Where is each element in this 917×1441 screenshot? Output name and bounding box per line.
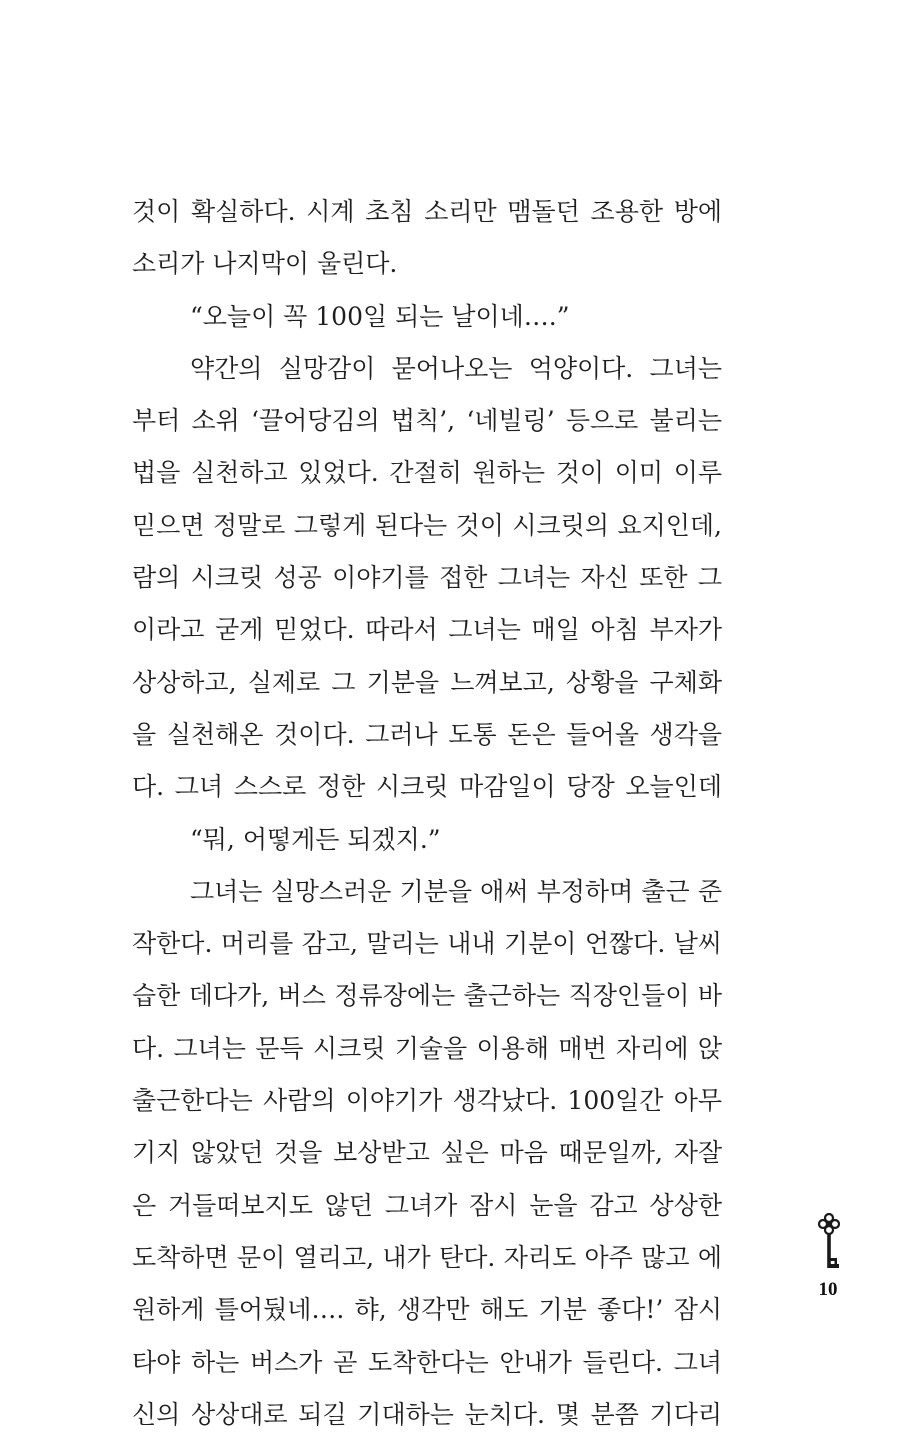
text-line: 을 실천해온 것이다. 그러나 도통 돈은 들어올 생각을 [132, 719, 722, 749]
dialogue-line: “뭐, 어떻게든 되겠지.” [190, 824, 441, 854]
paragraph-start-line: 약간의 실망감이 묻어나오는 억양이다. 그녀는 [190, 353, 722, 383]
text-line: 작한다. 머리를 감고, 말리는 내내 기분이 언짢다. 날씨 [132, 929, 722, 959]
dialogue-line: “오늘이 꼭 100일 되는 날이네….” [190, 301, 570, 331]
text-line: 은 거들떠보지도 않던 그녀가 잠시 눈을 감고 상상한 [132, 1190, 722, 1220]
text-line: 것이 확실하다. 시계 초침 소리만 맴돌던 조용한 방에 [132, 197, 722, 226]
text-line: 출근한다는 사람의 이야기가 생각났다. 100일간 아무 [132, 1086, 722, 1116]
paragraph-start-line: 그녀는 실망스러운 기분을 애써 부정하며 출근 준 [190, 876, 722, 906]
text-line: 법을 실천하고 있었다. 간절히 원하는 것이 이미 이루 [132, 458, 722, 488]
body-text [132, 186, 722, 1441]
text-line: 원하게 틀어뒀네…. 햐, 생각만 해도 기분 좋다!’ 잠시 [132, 1295, 722, 1325]
key-icon [815, 1212, 843, 1274]
text-line: 신의 상상대로 되길 기대하는 눈치다. 몇 분쯤 기다리 [132, 1399, 722, 1429]
text-line: 이라고 굳게 믿었다. 따라서 그녀는 매일 아침 부자가 [132, 615, 722, 645]
text-line: 소리가 나지막이 울린다. [132, 249, 398, 279]
page-number: 10 [818, 1279, 838, 1300]
text-line: 습한 데다가, 버스 정류장에는 출근하는 직장인들이 바 [132, 981, 722, 1011]
text-line: 상상하고, 실제로 그 기분을 느껴보고, 상황을 구체화 [132, 667, 722, 697]
text-line: 람의 시크릿 성공 이야기를 접한 그녀는 자신 또한 그 [132, 563, 722, 593]
text-line: 부터 소위 ‘끌어당김의 법칙’, ‘네빌링’ 등으로 불리는 [132, 406, 722, 436]
text-line: 다. 그녀 스스로 정한 시크릿 마감일이 당장 오늘인데 [132, 772, 722, 802]
text-line: 도착하면 문이 열리고, 내가 탄다. 자리도 아주 많고 에 [132, 1242, 722, 1272]
text-line: 타야 하는 버스가 곧 도착한다는 안내가 들린다. 그녀 [132, 1347, 722, 1377]
text-line: 기지 않았던 것을 보상받고 싶은 마음 때문일까, 자잘 [132, 1138, 722, 1168]
text-line: 다. 그녀는 문득 시크릿 기술을 이용해 매번 자리에 앉 [132, 1033, 722, 1063]
text-line: 믿으면 정말로 그렇게 된다는 것이 시크릿의 요지인데, [132, 510, 722, 540]
